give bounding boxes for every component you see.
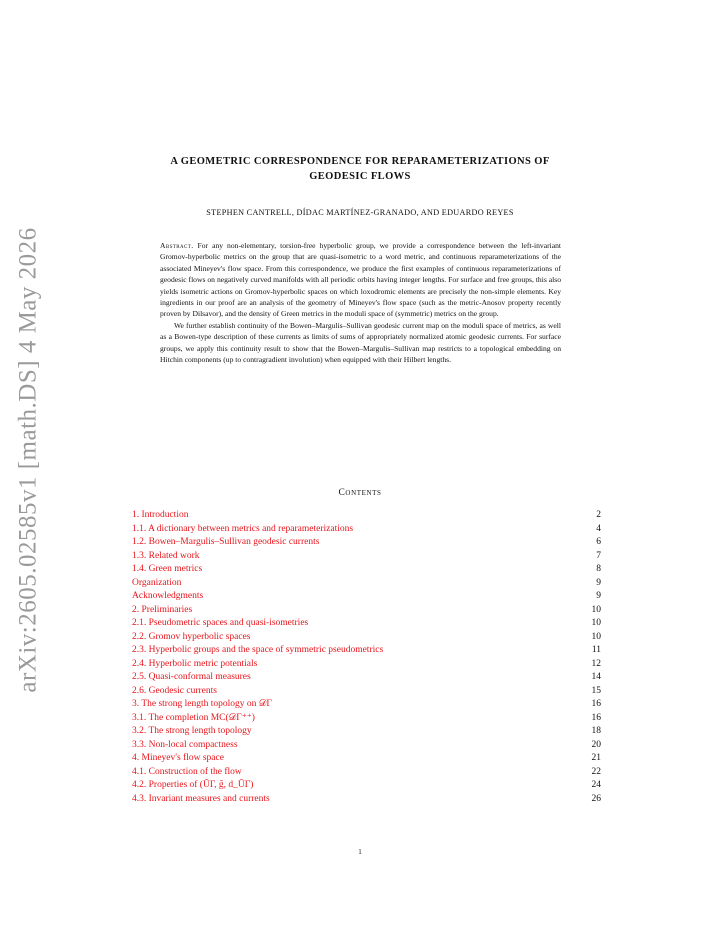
paper-authors: STEPHEN CANTRELL, DÍDAC MARTÍNEZ-GRANADO, AND EDUARDO REYES bbox=[206, 208, 514, 217]
abstract-label: Abstract. bbox=[160, 241, 194, 250]
contents-heading: Contents bbox=[338, 488, 382, 498]
toc-row[interactable] bbox=[132, 739, 601, 753]
arxiv-identifier-stamp bbox=[6, 227, 52, 693]
abstract-paragraph-1 bbox=[160, 240, 561, 320]
paper-title-line-1: A GEOMETRIC CORRESPONDENCE FOR REPARAMETERIZATIONS OF bbox=[170, 156, 550, 167]
toc-page-number: 24 bbox=[591, 780, 601, 790]
toc-link[interactable]: 2.5. Quasi-conformal measures bbox=[132, 672, 251, 682]
toc-row[interactable] bbox=[132, 793, 601, 807]
toc-page-number: 6 bbox=[596, 537, 601, 547]
toc-row[interactable] bbox=[132, 563, 601, 577]
toc-row[interactable] bbox=[132, 725, 601, 739]
toc-page-number: 26 bbox=[591, 793, 601, 804]
toc-page-number: 14 bbox=[591, 672, 601, 682]
toc-link[interactable]: 1.4. Green metrics bbox=[132, 564, 203, 574]
paper-title bbox=[120, 154, 600, 184]
paper-title-line-2: GEODESIC FLOWS bbox=[309, 171, 411, 182]
toc-row[interactable] bbox=[132, 779, 601, 793]
toc-row[interactable] bbox=[132, 631, 601, 645]
toc-link[interactable]: 3.2. The strong length topology bbox=[132, 726, 252, 736]
toc-link[interactable]: 2.4. Hyperbolic metric potentials bbox=[132, 658, 258, 669]
toc-row[interactable] bbox=[132, 671, 601, 685]
toc-link[interactable]: 4.3. Invariant measures and currents bbox=[132, 793, 270, 804]
abstract bbox=[160, 240, 561, 365]
toc-row[interactable] bbox=[132, 590, 601, 604]
toc-link[interactable]: 2.3. Hyperbolic groups and the space of symmetric pseudometrics bbox=[132, 645, 384, 655]
toc-row[interactable] bbox=[132, 685, 601, 699]
toc-link[interactable]: 2. Preliminaries bbox=[132, 604, 193, 615]
toc-page-number: 21 bbox=[591, 753, 601, 763]
toc-row[interactable] bbox=[132, 644, 601, 658]
toc-row[interactable] bbox=[132, 712, 601, 726]
toc-row[interactable] bbox=[132, 698, 601, 712]
toc-page-number: 8 bbox=[596, 564, 601, 574]
toc-link[interactable]: 3.3. Non-local compactness bbox=[132, 739, 238, 750]
toc-link[interactable]: 1.3. Related work bbox=[132, 550, 200, 561]
toc-link[interactable]: 2.6. Geodesic currents bbox=[132, 685, 217, 696]
toc-row[interactable] bbox=[132, 523, 601, 537]
toc-link[interactable]: 4.1. Construction of the flow bbox=[132, 766, 242, 777]
toc-row[interactable] bbox=[132, 766, 601, 780]
toc-page-number: 16 bbox=[591, 699, 601, 709]
toc-link[interactable]: Acknowledgments bbox=[132, 591, 204, 601]
toc-link[interactable]: 1.2. Bowen–Margulis–Sullivan geodesic currents bbox=[132, 537, 320, 547]
toc-page-number: 2 bbox=[596, 510, 601, 520]
toc-row[interactable] bbox=[132, 509, 601, 523]
toc-link[interactable]: 1. Introduction bbox=[132, 510, 189, 520]
toc-page-number: 16 bbox=[591, 712, 601, 723]
toc-row[interactable] bbox=[132, 617, 601, 631]
arxiv-identifier-text: arXiv:2605.02585v1 [math.DS] 4 May 2026 bbox=[15, 227, 43, 693]
toc-page-number: 7 bbox=[596, 550, 601, 561]
toc-link[interactable]: 1.1. A dictionary between metrics and reparameterizations bbox=[132, 523, 354, 534]
toc-row[interactable] bbox=[132, 550, 601, 564]
toc-row[interactable] bbox=[132, 604, 601, 618]
toc-page-number: 11 bbox=[591, 645, 601, 655]
toc-page-number: 9 bbox=[596, 591, 601, 601]
toc-page-number: 10 bbox=[591, 631, 601, 642]
toc-page-number: 20 bbox=[591, 739, 601, 750]
toc-page-number: 9 bbox=[596, 577, 601, 588]
abstract-paragraph-2: We further establish continuity of the Bowen–Margulis–Sullivan geodesic current map on the moduli space of metrics, as well as a Bowen-type description of these currents as limits of sums of appropriately normalized atomic geodesic currents. For surface groups, we apply this continuity result to show that the Bowen–Margulis–Sullivan map restricts to a topological embedding on Hitchin components (up to contragradient involution) when equipped with their Hilbert lengths. bbox=[160, 320, 561, 365]
toc-link[interactable]: 4. Mineyev's flow space bbox=[132, 753, 224, 763]
toc-link[interactable]: Organization bbox=[132, 577, 182, 588]
toc-row[interactable] bbox=[132, 752, 601, 766]
toc-link[interactable]: 4.2. Properties of (ŨΓ, g̃, d_ŨΓ) bbox=[132, 780, 254, 790]
toc-link[interactable]: 2.2. Gromov hyperbolic spaces bbox=[132, 631, 251, 642]
toc-row[interactable] bbox=[132, 577, 601, 591]
page-number: 1 bbox=[358, 848, 362, 856]
toc-link[interactable]: 2.1. Pseudometric spaces and quasi-isometries bbox=[132, 618, 309, 628]
toc-page-number: 10 bbox=[591, 604, 601, 615]
toc-link[interactable]: 3. The strong length topology on 𝒟Γ bbox=[132, 699, 272, 709]
abstract-paragraph-1-text: For any non-elementary, torsion-free hyperbolic group, we provide a correspondence between the left-invariant Gromov-hyperbolic metrics on the group that are quasi-isometric to a word metric, and continuous reparameterizations of the associated Mineyev's flow space. From this correspondence, we produce the first examples of continuous reparameterizations of geodesic flows on negatively curved manifolds with all periodic orbits having integer lengths. For surface and free groups, this also yields isometric actions on Gromov-hyperbolic spaces on which loxodromic elements are precisely the non-simple elements. Key ingredients in our proof are an analysis of the geometry of Mineyev's flow space (such as the metric-Anosov property recently proven by Dilsavor), and the density of Green metrics in the moduli space of (symmetric) metrics on the group. bbox=[160, 241, 561, 319]
toc-page-number: 18 bbox=[591, 726, 601, 736]
toc-row[interactable] bbox=[132, 658, 601, 672]
table-of-contents bbox=[132, 509, 601, 806]
toc-page-number: 4 bbox=[596, 523, 601, 534]
toc-link[interactable]: 3.1. The completion MC(𝒟Γ⁺⁺) bbox=[132, 712, 255, 723]
toc-row[interactable] bbox=[132, 536, 601, 550]
toc-page-number: 15 bbox=[591, 685, 601, 696]
toc-page-number: 12 bbox=[591, 658, 601, 669]
toc-page-number: 22 bbox=[591, 766, 601, 777]
toc-page-number: 10 bbox=[591, 618, 601, 628]
